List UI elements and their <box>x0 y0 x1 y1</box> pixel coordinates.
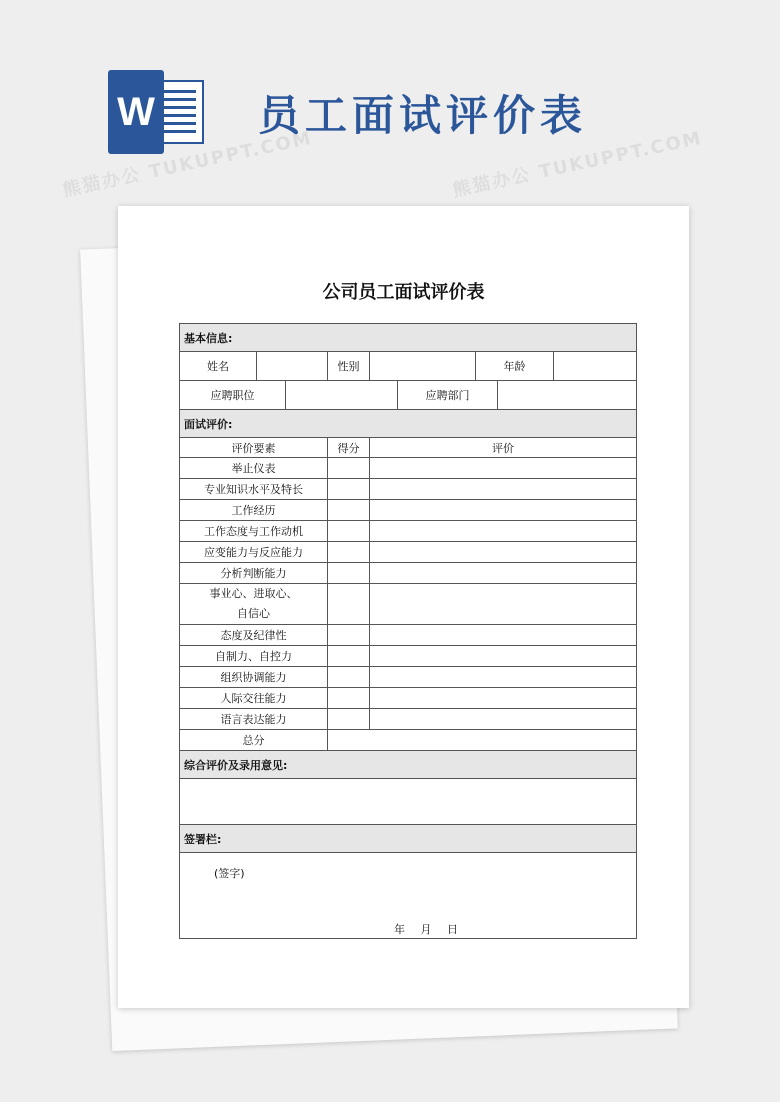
factor-label: 组织协调能力 <box>180 667 328 688</box>
comment-cell[interactable] <box>370 542 637 563</box>
factor-label: 态度及纪律性 <box>180 625 328 646</box>
word-logo-icon <box>108 70 204 154</box>
total-label: 总分 <box>180 730 328 751</box>
score-cell[interactable] <box>328 563 370 584</box>
comment-cell[interactable] <box>370 584 637 625</box>
comment-cell[interactable] <box>370 521 637 542</box>
score-cell[interactable] <box>328 542 370 563</box>
evaluation-form-table <box>179 323 637 939</box>
sign-label: (签字) <box>214 867 245 880</box>
score-cell[interactable] <box>328 521 370 542</box>
signature-field[interactable] <box>180 853 637 939</box>
section-signature: 签署栏: <box>180 825 637 853</box>
column-header-comment: 评价 <box>370 438 637 458</box>
table-row <box>180 584 637 625</box>
comment-cell[interactable] <box>370 500 637 521</box>
header-title: 员工面试评价表 <box>258 91 588 140</box>
factor-label: 事业心、进取心、自信心 <box>180 584 328 625</box>
table-row <box>180 542 637 563</box>
comment-cell[interactable] <box>370 688 637 709</box>
document-page <box>118 206 689 1008</box>
factor-label: 工作经历 <box>180 500 328 521</box>
column-header-factor: 评价要素 <box>180 438 328 458</box>
score-cell[interactable] <box>328 500 370 521</box>
department-label: 应聘部门 <box>398 381 498 410</box>
table-row <box>180 521 637 542</box>
position-field[interactable] <box>286 381 398 410</box>
comment-cell[interactable] <box>370 625 637 646</box>
comment-cell[interactable] <box>370 563 637 584</box>
score-cell[interactable] <box>328 458 370 479</box>
department-field[interactable] <box>498 381 637 410</box>
logo-letter: W <box>108 70 164 154</box>
factor-label: 人际交往能力 <box>180 688 328 709</box>
total-field[interactable] <box>328 730 637 751</box>
comment-cell[interactable] <box>370 479 637 500</box>
column-header-score: 得分 <box>328 438 370 458</box>
comment-cell[interactable] <box>370 667 637 688</box>
comment-cell[interactable] <box>370 646 637 667</box>
score-cell[interactable] <box>328 688 370 709</box>
age-field[interactable] <box>554 352 637 381</box>
table-row <box>180 563 637 584</box>
factor-label: 语言表达能力 <box>180 709 328 730</box>
table-row <box>180 688 637 709</box>
score-cell[interactable] <box>328 479 370 500</box>
gender-label: 性别 <box>328 352 370 381</box>
date-label: 年 月 日 <box>394 923 458 936</box>
score-cell[interactable] <box>328 584 370 625</box>
section-summary: 综合评价及录用意见: <box>180 751 637 779</box>
summary-field[interactable] <box>180 779 637 825</box>
gender-field[interactable] <box>370 352 476 381</box>
watermark: 熊猫办公 TUKUPPT.COM <box>450 127 705 202</box>
document-title: 公司员工面试评价表 <box>322 282 485 303</box>
score-cell[interactable] <box>328 646 370 667</box>
table-row <box>180 625 637 646</box>
table-row <box>180 709 637 730</box>
table-row <box>180 458 637 479</box>
table-row <box>180 500 637 521</box>
score-cell[interactable] <box>328 625 370 646</box>
watermark: 熊猫办公 TUKUPPT.COM <box>60 127 315 202</box>
section-interview: 面试评价: <box>180 410 637 438</box>
factor-label: 自制力、自控力 <box>180 646 328 667</box>
factor-label: 工作态度与工作动机 <box>180 521 328 542</box>
factor-label: 应变能力与反应能力 <box>180 542 328 563</box>
table-row <box>180 646 637 667</box>
table-row <box>180 479 637 500</box>
name-label: 姓名 <box>180 352 257 381</box>
comment-cell[interactable] <box>370 458 637 479</box>
factor-label: 举止仪表 <box>180 458 328 479</box>
age-label: 年龄 <box>476 352 554 381</box>
factor-label: 分析判断能力 <box>180 563 328 584</box>
comment-cell[interactable] <box>370 709 637 730</box>
score-cell[interactable] <box>328 709 370 730</box>
name-field[interactable] <box>257 352 328 381</box>
section-basic-info: 基本信息: <box>180 324 637 352</box>
score-cell[interactable] <box>328 667 370 688</box>
position-label: 应聘职位 <box>180 381 286 410</box>
factor-label: 专业知识水平及特长 <box>180 479 328 500</box>
table-row <box>180 667 637 688</box>
